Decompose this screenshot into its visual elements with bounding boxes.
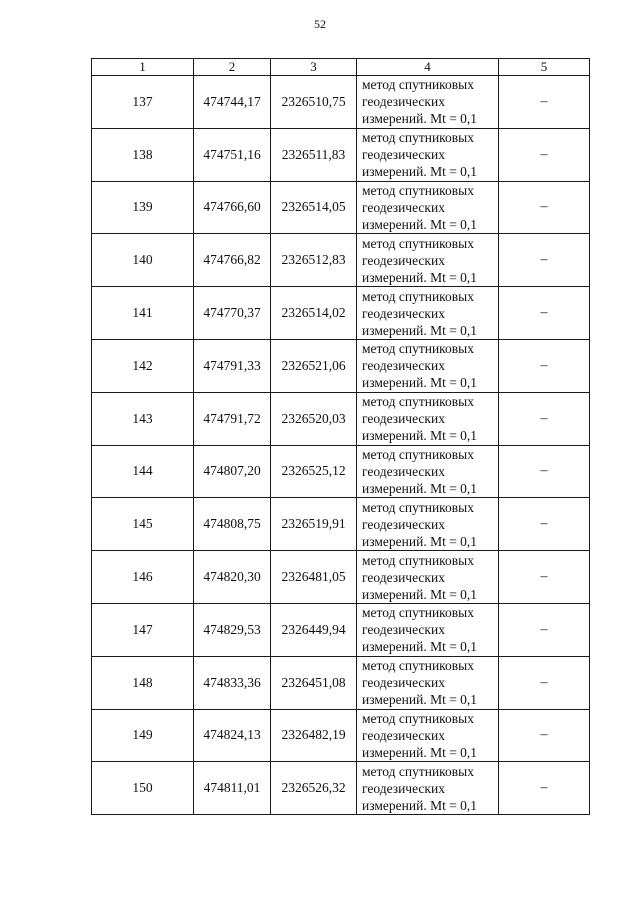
- method-cell: [357, 234, 499, 287]
- header-col-1: 1: [92, 59, 194, 76]
- point-number-cell: 149: [92, 709, 194, 762]
- method-line-2: геодезических: [362, 358, 445, 374]
- accuracy-cell: –: [499, 498, 590, 551]
- method-line-1: метод спутниковых: [362, 77, 474, 93]
- method-line-2: геодезических: [362, 675, 445, 691]
- table-row: [92, 339, 590, 392]
- method-line-1: метод спутниковых: [362, 446, 474, 462]
- method-cell: [357, 392, 499, 445]
- method-line-3: измерений. Mt = 0,1: [362, 797, 478, 813]
- point-number-cell: 143: [92, 392, 194, 445]
- method-line-1: метод спутниковых: [362, 499, 474, 515]
- point-number-cell: 144: [92, 445, 194, 498]
- method-line-1: метод спутниковых: [362, 341, 474, 357]
- table-row: [92, 392, 590, 445]
- accuracy-cell: –: [499, 339, 590, 392]
- method-line-2: геодезических: [362, 305, 445, 321]
- coordinates-table: [91, 58, 590, 815]
- method-cell: [357, 709, 499, 762]
- x-coordinate-cell: 474820,30: [194, 551, 271, 604]
- method-line-3: измерений. Mt = 0,1: [362, 533, 478, 549]
- point-number-cell: 142: [92, 339, 194, 392]
- method-line-1: метод спутниковых: [362, 288, 474, 304]
- x-coordinate-cell: 474766,60: [194, 181, 271, 234]
- page-number: 52: [314, 17, 326, 31]
- header-row: [92, 59, 590, 76]
- accuracy-cell: –: [499, 181, 590, 234]
- method-line-2: геодезических: [362, 780, 445, 796]
- y-coordinate-cell: 2326526,32: [271, 762, 357, 815]
- method-line-2: геодезических: [362, 147, 445, 163]
- table-row: [92, 603, 590, 656]
- accuracy-cell: –: [499, 287, 590, 340]
- point-number-cell: 138: [92, 128, 194, 181]
- method-cell: [357, 181, 499, 234]
- point-number-cell: 148: [92, 656, 194, 709]
- table-row: [92, 551, 590, 604]
- method-line-3: измерений. Mt = 0,1: [362, 164, 478, 180]
- table-row: [92, 709, 590, 762]
- method-line-3: измерений. Mt = 0,1: [362, 692, 478, 708]
- method-line-1: метод спутниковых: [362, 658, 474, 674]
- method-line-3: измерений. Mt = 0,1: [362, 586, 478, 602]
- table-row: [92, 181, 590, 234]
- method-line-1: метод спутниковых: [362, 394, 474, 410]
- method-line-1: метод спутниковых: [362, 605, 474, 621]
- accuracy-cell: –: [499, 603, 590, 656]
- method-cell: [357, 339, 499, 392]
- method-line-2: геодезических: [362, 569, 445, 585]
- table-row: [92, 656, 590, 709]
- method-line-1: метод спутниковых: [362, 130, 474, 146]
- y-coordinate-cell: 2326449,94: [271, 603, 357, 656]
- method-line-2: геодезических: [362, 94, 445, 110]
- y-coordinate-cell: 2326521,06: [271, 339, 357, 392]
- method-cell: [357, 498, 499, 551]
- x-coordinate-cell: 474808,75: [194, 498, 271, 551]
- header-col-2: 2: [194, 59, 271, 76]
- header-col-5: 5: [499, 59, 590, 76]
- method-line-3: измерений. Mt = 0,1: [362, 480, 478, 496]
- method-line-3: измерений. Mt = 0,1: [362, 428, 478, 444]
- method-line-2: геодезических: [362, 411, 445, 427]
- table-row: [92, 287, 590, 340]
- table-row: [92, 445, 590, 498]
- y-coordinate-cell: 2326510,75: [271, 76, 357, 129]
- method-line-1: метод спутниковых: [362, 182, 474, 198]
- method-cell: [357, 656, 499, 709]
- method-cell: [357, 445, 499, 498]
- method-cell: [357, 128, 499, 181]
- y-coordinate-cell: 2326514,05: [271, 181, 357, 234]
- accuracy-cell: –: [499, 709, 590, 762]
- accuracy-cell: –: [499, 234, 590, 287]
- method-line-2: геодезических: [362, 463, 445, 479]
- accuracy-cell: –: [499, 762, 590, 815]
- method-cell: [357, 762, 499, 815]
- method-line-3: измерений. Mt = 0,1: [362, 375, 478, 391]
- point-number-cell: 139: [92, 181, 194, 234]
- method-cell: [357, 603, 499, 656]
- method-cell: [357, 287, 499, 340]
- method-line-3: измерений. Mt = 0,1: [362, 639, 478, 655]
- method-line-1: метод спутниковых: [362, 552, 474, 568]
- y-coordinate-cell: 2326451,08: [271, 656, 357, 709]
- method-line-2: геодезических: [362, 252, 445, 268]
- x-coordinate-cell: 474833,36: [194, 656, 271, 709]
- table-body: [92, 76, 590, 815]
- y-coordinate-cell: 2326525,12: [271, 445, 357, 498]
- y-coordinate-cell: 2326482,19: [271, 709, 357, 762]
- accuracy-cell: –: [499, 76, 590, 129]
- accuracy-cell: –: [499, 128, 590, 181]
- header-col-4: 4: [357, 59, 499, 76]
- x-coordinate-cell: 474766,82: [194, 234, 271, 287]
- accuracy-cell: –: [499, 392, 590, 445]
- table-row: [92, 234, 590, 287]
- x-coordinate-cell: 474751,16: [194, 128, 271, 181]
- method-cell: [357, 76, 499, 129]
- method-line-2: геодезических: [362, 622, 445, 638]
- accuracy-cell: –: [499, 551, 590, 604]
- method-line-1: метод спутниковых: [362, 235, 474, 251]
- y-coordinate-cell: 2326481,05: [271, 551, 357, 604]
- method-line-2: геодезических: [362, 516, 445, 532]
- method-line-2: геодезических: [362, 727, 445, 743]
- method-line-1: метод спутниковых: [362, 763, 474, 779]
- accuracy-cell: –: [499, 656, 590, 709]
- method-line-3: измерений. Mt = 0,1: [362, 322, 478, 338]
- x-coordinate-cell: 474811,01: [194, 762, 271, 815]
- method-line-3: измерений. Mt = 0,1: [362, 111, 478, 127]
- point-number-cell: 146: [92, 551, 194, 604]
- y-coordinate-cell: 2326514,02: [271, 287, 357, 340]
- header-col-3: 3: [271, 59, 357, 76]
- method-line-3: измерений. Mt = 0,1: [362, 744, 478, 760]
- y-coordinate-cell: 2326520,03: [271, 392, 357, 445]
- table-row: [92, 76, 590, 129]
- x-coordinate-cell: 474791,72: [194, 392, 271, 445]
- y-coordinate-cell: 2326511,83: [271, 128, 357, 181]
- x-coordinate-cell: 474791,33: [194, 339, 271, 392]
- method-line-2: геодезических: [362, 199, 445, 215]
- table-row: [92, 762, 590, 815]
- table-row: [92, 498, 590, 551]
- x-coordinate-cell: 474744,17: [194, 76, 271, 129]
- accuracy-cell: –: [499, 445, 590, 498]
- method-line-3: измерений. Mt = 0,1: [362, 269, 478, 285]
- point-number-cell: 137: [92, 76, 194, 129]
- x-coordinate-cell: 474829,53: [194, 603, 271, 656]
- table-header: [92, 59, 590, 76]
- point-number-cell: 147: [92, 603, 194, 656]
- x-coordinate-cell: 474824,13: [194, 709, 271, 762]
- point-number-cell: 141: [92, 287, 194, 340]
- table-row: [92, 128, 590, 181]
- x-coordinate-cell: 474770,37: [194, 287, 271, 340]
- y-coordinate-cell: 2326519,91: [271, 498, 357, 551]
- method-cell: [357, 551, 499, 604]
- point-number-cell: 150: [92, 762, 194, 815]
- point-number-cell: 140: [92, 234, 194, 287]
- x-coordinate-cell: 474807,20: [194, 445, 271, 498]
- y-coordinate-cell: 2326512,83: [271, 234, 357, 287]
- method-line-1: метод спутниковых: [362, 710, 474, 726]
- point-number-cell: 145: [92, 498, 194, 551]
- method-line-3: измерений. Mt = 0,1: [362, 216, 478, 232]
